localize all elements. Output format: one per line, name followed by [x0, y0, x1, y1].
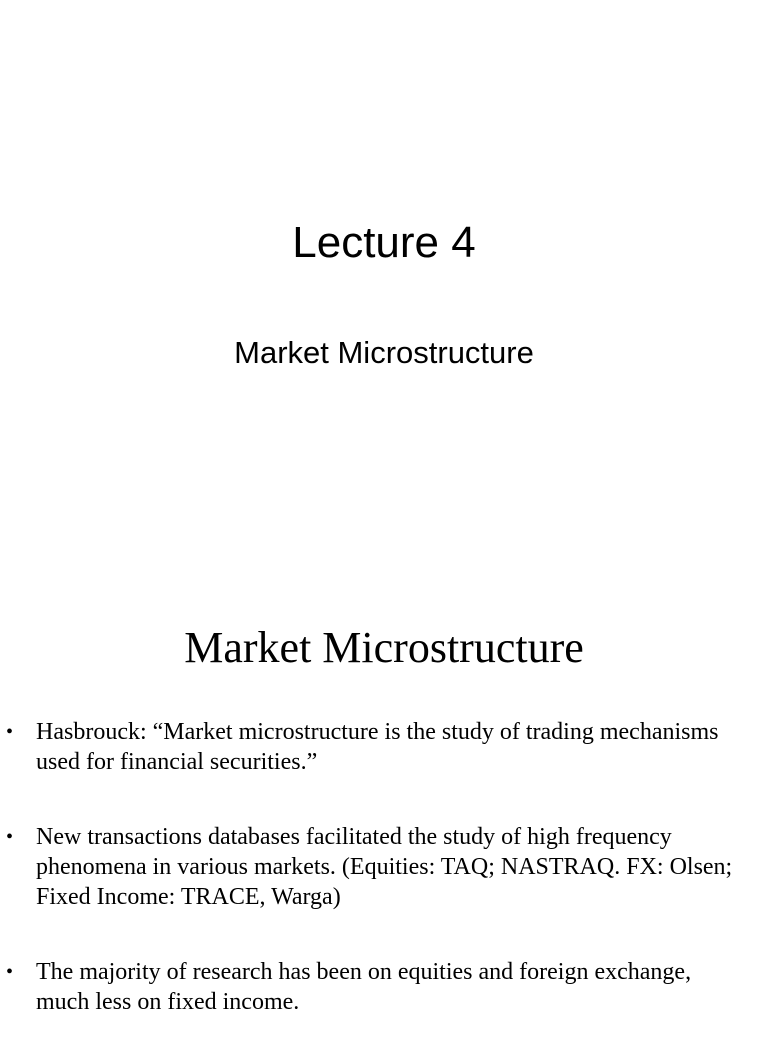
bullet-text: New transactions databases facilitated the study of high frequency phenomena in various markets. (Equities: TAQ; NASTRAQ. FX: Olsen; Fixed Income: TRACE, Warga) [36, 824, 733, 910]
bullet-item [0, 957, 768, 1017]
bullet-icon: • [6, 721, 14, 743]
bullet-item [0, 717, 768, 777]
bullet-text: The majority of research has been on equities and foreign exchange, much less on fixed income. [36, 959, 692, 1015]
lecture-title: Lecture 4 [292, 218, 476, 267]
bullet-icon: • [6, 961, 14, 983]
bullet-text: Hasbrouck: “Market microstructure is the study of trading mechanisms used for financial securities.” [36, 719, 719, 775]
bullet-item [0, 822, 768, 912]
bullet-list [0, 717, 768, 1062]
lecture-subtitle: Market Microstructure [234, 335, 534, 370]
slide-heading: Market Microstructure [184, 623, 584, 672]
content-slide [0, 576, 768, 1024]
bullet-icon: • [6, 826, 14, 848]
